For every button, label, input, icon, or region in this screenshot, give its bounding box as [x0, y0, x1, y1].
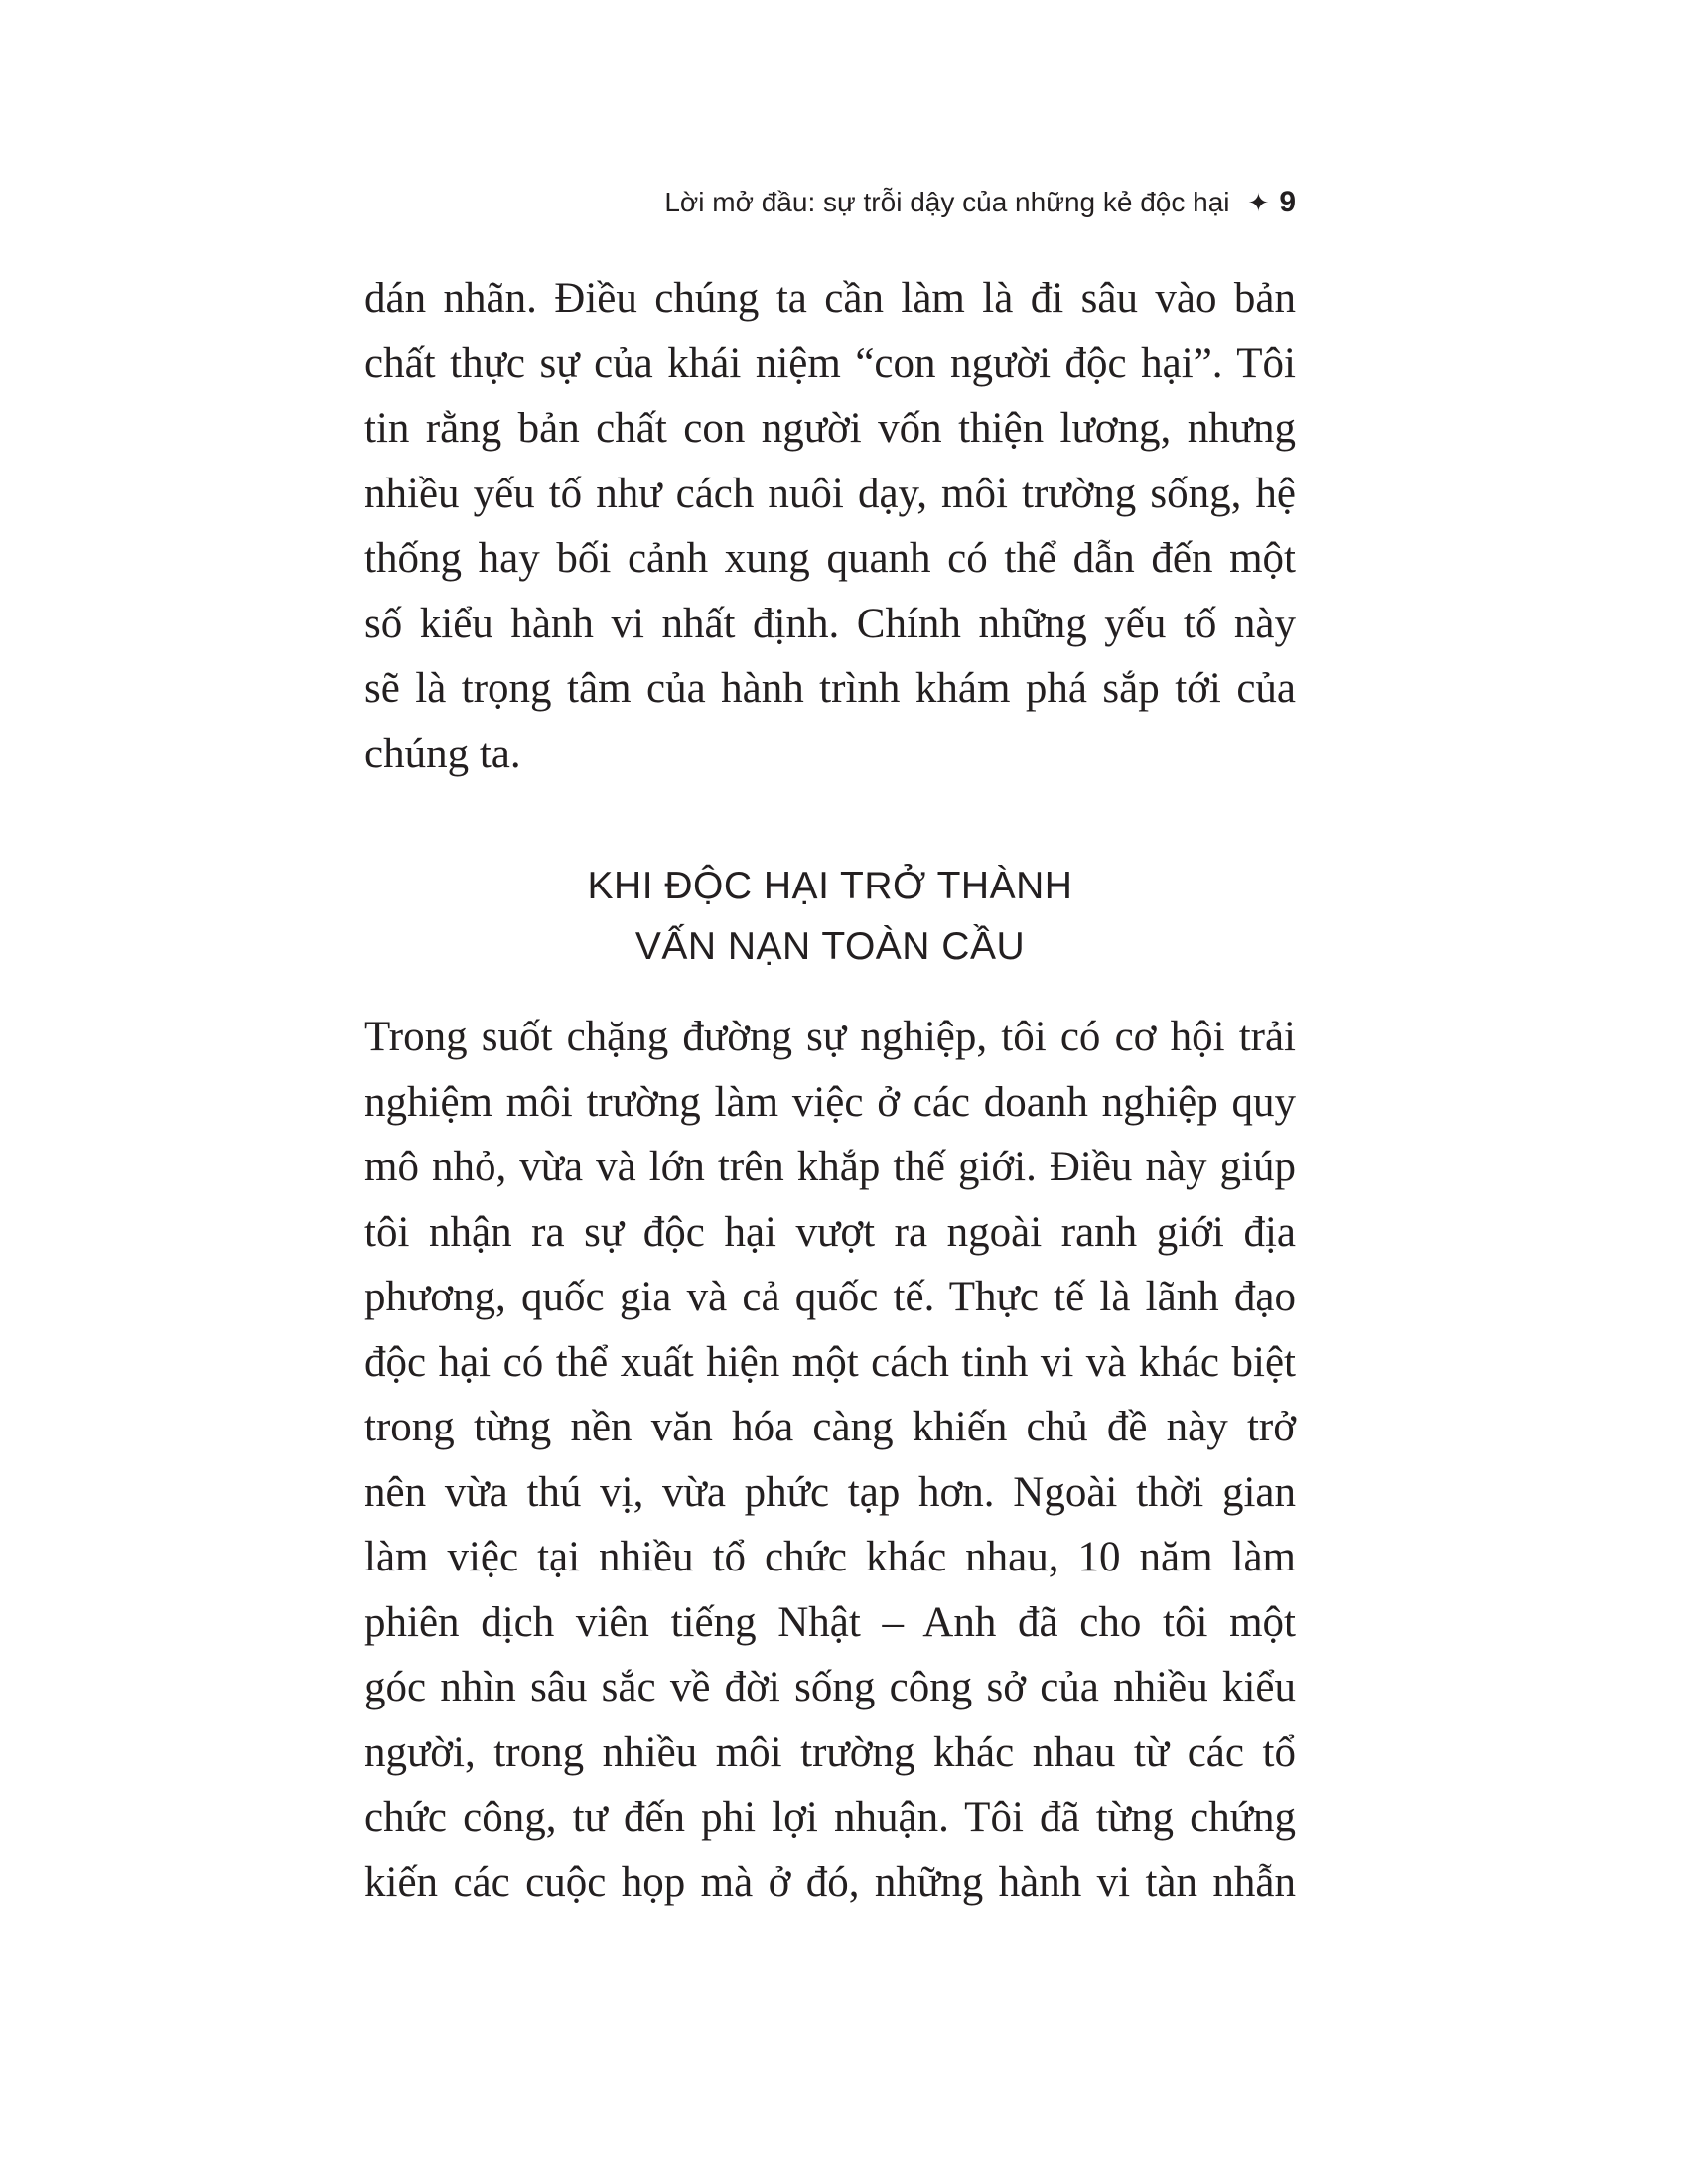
text-line: phiên dịch viên tiếng Nhật – Anh đã cho tôi một: [364, 1598, 1296, 1646]
section-heading-line: KHI ĐỘC HẠI TRỞ THÀNH: [587, 865, 1073, 907]
section-heading-line: VẤN NẠN TOÀN CẦU: [634, 925, 1026, 968]
text-line: làm việc tại nhiều tổ chức khác nhau, 10 năm làm: [364, 1534, 1296, 1580]
text-line: chất thực sự của khái niệm “con người độc hại”. Tôi: [364, 340, 1296, 387]
paragraph-2: [364, 1005, 1296, 1915]
text-line: mô nhỏ, vừa và lớn trên khắp thế giới. Điều này giúp: [364, 1144, 1296, 1190]
text-line: nhiều yếu tố như cách nuôi dạy, môi trường sống, hệ: [364, 470, 1296, 517]
section-heading: [364, 856, 1296, 977]
chapter-title: Lời mở đầu: sự trỗi dậy của những kẻ độc hại: [664, 187, 1230, 217]
text-line: tôi nhận ra sự độc hại vượt ra ngoài ranh giới địa: [364, 1208, 1296, 1256]
text-line: Trong suốt chặng đường sự nghiệp, tôi có cơ hội trải: [364, 1014, 1296, 1060]
text-line: độc hại có thể xuất hiện một cách tinh vi và khác biệt: [364, 1338, 1296, 1386]
text-line: số kiểu hành vi nhất định. Chính những yếu tố này: [364, 600, 1296, 647]
page-number: 9: [1279, 186, 1296, 218]
text-line: chức công, tư đến phi lợi nhuận. Tôi đã từng chứng: [364, 1794, 1296, 1841]
text-line: góc nhìn sâu sắc về đời sống công sở của nhiều kiểu: [364, 1664, 1296, 1710]
text-line: tin rằng bản chất con người vốn thiện lương, nhưng: [364, 405, 1296, 452]
text-line: người, trong nhiều môi trường khác nhau từ các tổ: [364, 1728, 1296, 1776]
text-line: kiến các cuộc họp mà ở đó, những hành vi tàn nhẫn: [364, 1858, 1296, 1906]
text-line: dán nhãn. Điều chúng ta cần làm là đi sâu vào bản: [364, 275, 1296, 322]
text-line: phương, quốc gia và cả quốc tế. Thực tế là lãnh đạo: [364, 1274, 1296, 1320]
text-line: nên vừa thú vị, vừa phức tạp hơn. Ngoài thời gian: [364, 1468, 1296, 1516]
text-line: thống hay bối cảnh xung quanh có thể dẫn đến một: [364, 535, 1296, 582]
text-line: trong từng nền văn hóa càng khiến chủ đề này trở: [364, 1404, 1296, 1450]
text-line: sẽ là trọng tâm của hành trình khám phá sắp tới của: [364, 665, 1296, 712]
star-separator-icon: ✦: [1247, 188, 1270, 217]
text-line: nghiệm môi trường làm việc ở các doanh nghiệp quy: [364, 1078, 1296, 1126]
paragraph-1: [364, 266, 1296, 786]
text-line: chúng ta.: [364, 730, 521, 777]
running-header: [357, 183, 1296, 222]
